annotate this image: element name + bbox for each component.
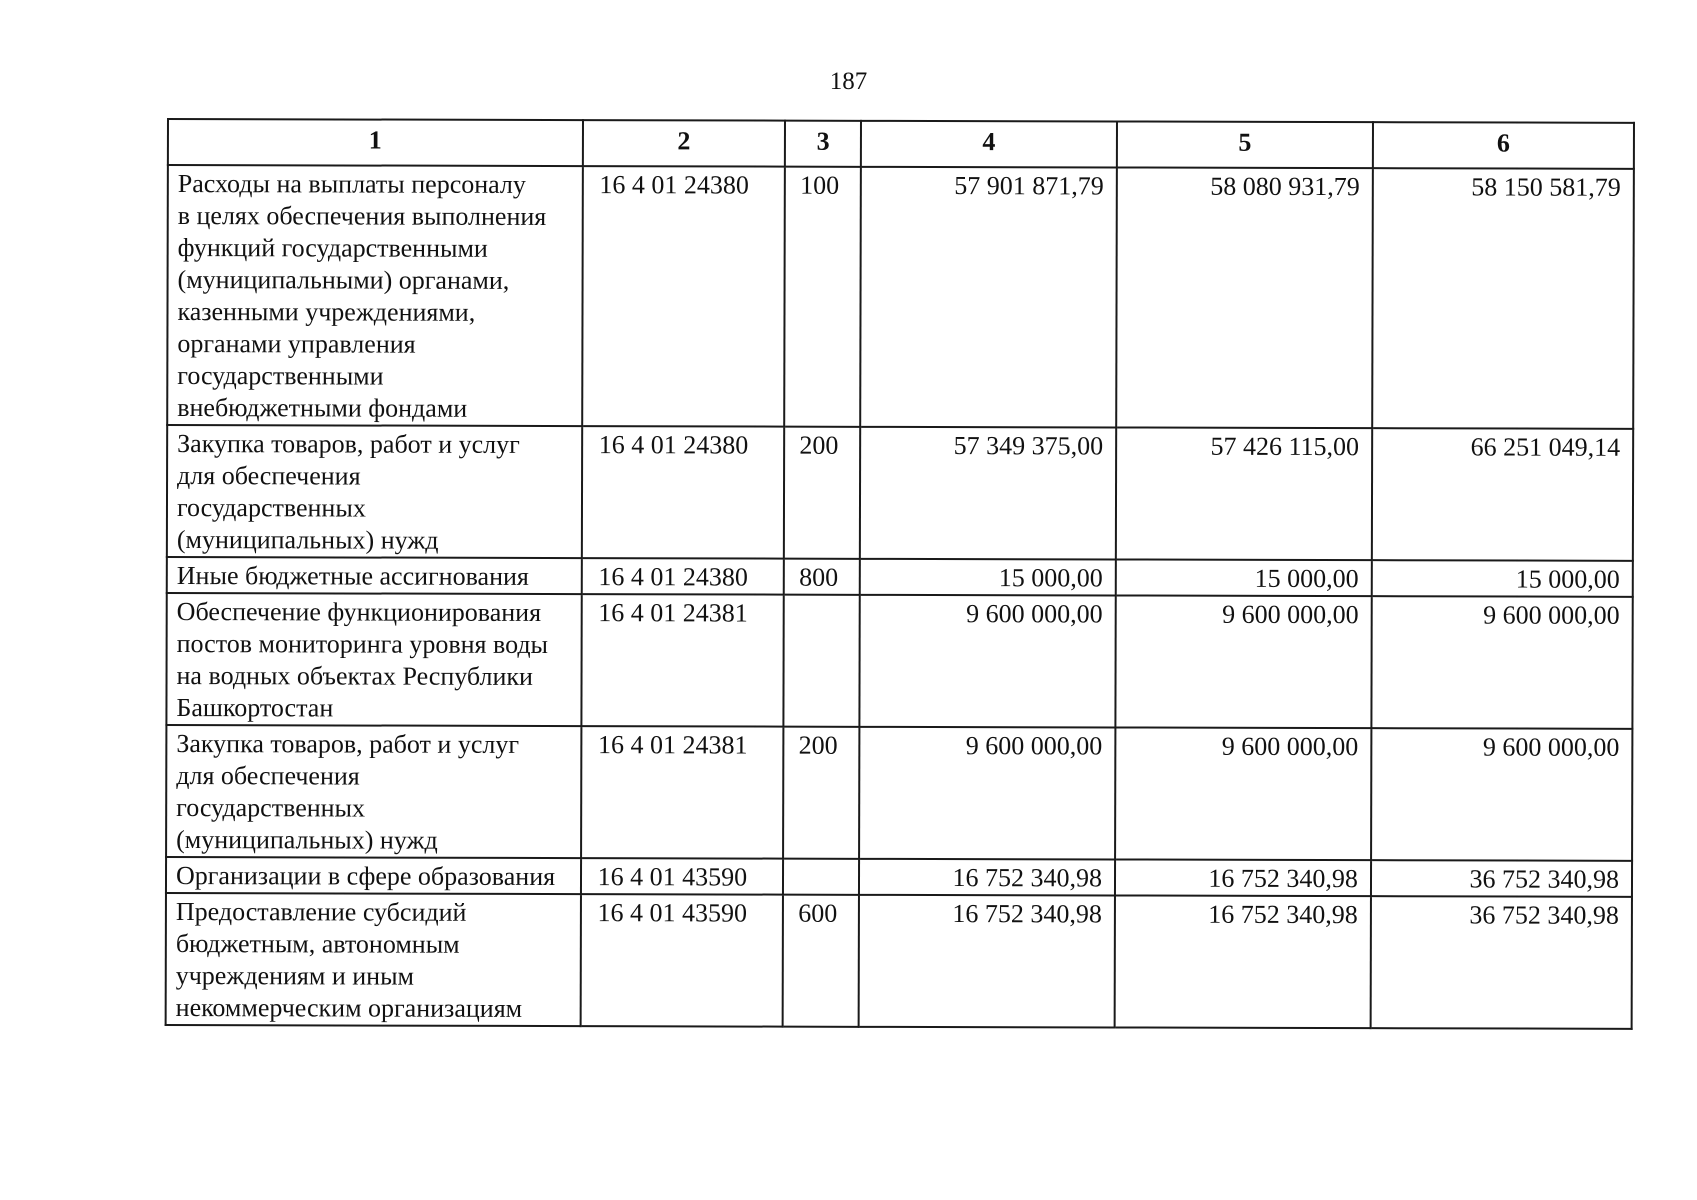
row-name-cell bbox=[166, 593, 581, 726]
row-value-6-cell: 58 150 581,79 bbox=[1372, 168, 1634, 429]
row-name-line: для обеспечения bbox=[176, 761, 360, 791]
table-row bbox=[167, 557, 1633, 597]
row-code-cell: 16 4 01 24380 bbox=[581, 558, 784, 595]
page-number: 187 bbox=[829, 68, 868, 95]
header-col-2: 2 bbox=[582, 120, 785, 167]
row-type-cell: 200 bbox=[784, 427, 860, 559]
row-name-cell bbox=[167, 425, 582, 558]
header-col-1: 1 bbox=[168, 119, 583, 166]
row-name-line: Расходы на выплаты персоналу bbox=[177, 169, 526, 199]
row-value-4-cell: 16 752 340,98 bbox=[859, 895, 1115, 1028]
row-value-6-cell: 9 600 000,00 bbox=[1371, 728, 1632, 861]
row-type-cell: 800 bbox=[784, 559, 860, 595]
row-type-cell bbox=[783, 859, 859, 895]
row-name-line: постов мониторинга уровня воды bbox=[176, 629, 549, 659]
row-name-line: учреждениям и иным bbox=[175, 961, 415, 991]
row-name-line: Закупка товаров, работ и услуг bbox=[176, 729, 520, 759]
row-name-cell bbox=[166, 725, 581, 858]
row-name-line: (муниципальных) нужд bbox=[176, 525, 439, 555]
row-value-6-cell: 15 000,00 bbox=[1372, 560, 1633, 597]
row-value-4-cell: 9 600 000,00 bbox=[859, 595, 1115, 728]
row-name-line: Организации в сфере образования bbox=[175, 861, 556, 892]
header-col-5: 5 bbox=[1117, 121, 1373, 168]
header-col-6: 6 bbox=[1373, 122, 1634, 169]
row-name-cell bbox=[167, 165, 582, 426]
row-name-line: внебюджетными фондами bbox=[177, 393, 468, 423]
row-name-line: Закупка товаров, работ и услуг bbox=[177, 429, 520, 459]
row-name-line: в целях обеспечения выполнения bbox=[177, 201, 547, 231]
row-name-line: казенными учреждениями, bbox=[177, 297, 476, 327]
row-name-cell bbox=[167, 557, 582, 594]
row-code-cell: 16 4 01 24381 bbox=[581, 726, 784, 859]
row-name-line: (муниципальными) органами, bbox=[177, 265, 510, 295]
row-name-line: для обеспечения bbox=[177, 461, 361, 491]
row-value-5-cell: 57 426 115,00 bbox=[1116, 427, 1372, 560]
row-code-cell: 16 4 01 24381 bbox=[581, 594, 784, 727]
table-row bbox=[166, 893, 1632, 1029]
row-code-cell: 16 4 01 43590 bbox=[581, 858, 784, 895]
table-row bbox=[167, 425, 1633, 561]
row-type-cell bbox=[784, 595, 860, 727]
row-value-4-cell: 9 600 000,00 bbox=[859, 727, 1115, 860]
row-type-cell: 100 bbox=[784, 167, 860, 427]
row-value-4-cell: 16 752 340,98 bbox=[859, 859, 1115, 896]
row-value-4-cell: 15 000,00 bbox=[860, 559, 1116, 596]
row-value-5-cell: 9 600 000,00 bbox=[1115, 595, 1371, 728]
row-name-line: Предоставление субсидий bbox=[175, 897, 467, 927]
row-code-cell: 16 4 01 24380 bbox=[582, 166, 785, 427]
table-row bbox=[166, 857, 1632, 897]
row-value-6-cell: 66 251 049,14 bbox=[1372, 428, 1633, 561]
row-value-6-cell: 9 600 000,00 bbox=[1371, 596, 1632, 729]
row-name-line: Обеспечение функционирования bbox=[176, 597, 542, 627]
row-name-line: на водных объектах Республики bbox=[176, 661, 533, 691]
row-name-line: органами управления bbox=[177, 329, 416, 359]
table-row bbox=[166, 593, 1632, 729]
row-type-cell: 200 bbox=[783, 727, 859, 859]
table-row bbox=[167, 165, 1634, 429]
row-name-line: государственных bbox=[176, 493, 366, 523]
header-col-3: 3 bbox=[785, 121, 861, 167]
row-value-4-cell: 57 901 871,79 bbox=[860, 167, 1117, 428]
row-name-line: государственными bbox=[177, 361, 384, 391]
header-row bbox=[168, 119, 1634, 169]
row-code-cell: 16 4 01 43590 bbox=[580, 894, 783, 1027]
row-name-line: Башкортостан bbox=[176, 693, 334, 723]
row-value-6-cell: 36 752 340,98 bbox=[1371, 896, 1632, 1029]
row-name-line: государственных bbox=[176, 793, 366, 823]
row-name-line: функций государственными bbox=[177, 233, 488, 263]
row-value-5-cell: 58 080 931,79 bbox=[1116, 167, 1373, 428]
table-row bbox=[166, 725, 1632, 861]
row-code-cell: 16 4 01 24380 bbox=[581, 426, 784, 559]
row-type-cell: 600 bbox=[783, 895, 859, 1027]
row-value-5-cell: 9 600 000,00 bbox=[1115, 727, 1371, 860]
row-value-6-cell: 36 752 340,98 bbox=[1371, 860, 1632, 897]
row-name-line: некоммерческим организациям bbox=[175, 993, 523, 1023]
table-header bbox=[168, 119, 1634, 169]
row-name-line: Иные бюджетные ассигнования bbox=[176, 561, 529, 591]
row-value-5-cell: 16 752 340,98 bbox=[1115, 895, 1371, 1028]
table-body bbox=[166, 165, 1634, 1029]
row-value-5-cell: 16 752 340,98 bbox=[1115, 859, 1371, 896]
row-value-4-cell: 57 349 375,00 bbox=[860, 427, 1116, 560]
row-name-cell bbox=[166, 857, 581, 894]
header-col-4: 4 bbox=[861, 121, 1117, 168]
budget-table bbox=[165, 118, 1635, 1030]
row-name-cell bbox=[166, 893, 581, 1026]
row-value-5-cell: 15 000,00 bbox=[1116, 559, 1372, 596]
row-name-line: бюджетным, автономным bbox=[175, 929, 460, 959]
row-name-line: (муниципальных) нужд bbox=[176, 825, 438, 855]
